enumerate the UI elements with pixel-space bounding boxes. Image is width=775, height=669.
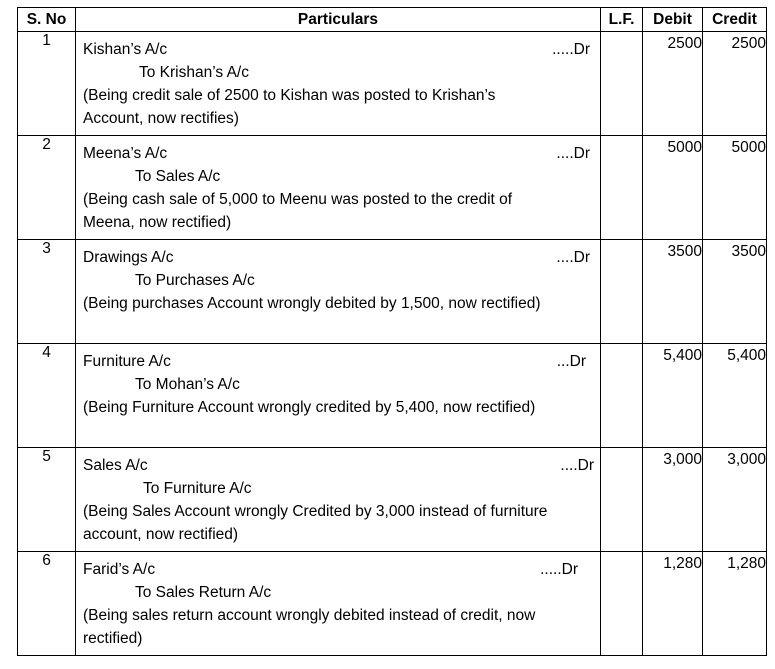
entry-lf: [601, 344, 643, 448]
credit-account: To Purchases A/c: [135, 272, 255, 289]
header-debit: Debit: [643, 8, 703, 32]
credit-account: To Sales A/c: [135, 168, 221, 185]
journal-entry-row: [18, 32, 767, 136]
header-sno: S. No: [18, 8, 76, 32]
journal-entry-row: [18, 344, 767, 448]
narration: (Being Furniture Account wrongly credited by 5,400, now rectified): [83, 399, 536, 416]
credit-account: To Krishan’s A/c: [139, 64, 249, 81]
rectification-journal-table: [17, 7, 767, 656]
credit-account: To Furniture A/c: [143, 480, 252, 497]
entry-sno: 2: [18, 136, 76, 240]
journal-entry-row: [18, 136, 767, 240]
header-particulars: Particulars: [76, 8, 601, 32]
entry-particulars: [76, 136, 601, 240]
debit-account: Farid’s A/c: [83, 561, 156, 578]
journal-entry-row: [18, 240, 767, 344]
entry-sno: 1: [18, 32, 76, 136]
entry-credit: 3,000: [703, 448, 767, 552]
entry-credit: 1,280: [703, 552, 767, 656]
debit-account: Drawings A/c: [83, 249, 174, 266]
entry-particulars: [76, 552, 601, 656]
entry-debit: 5000: [643, 136, 703, 240]
entry-sno: 4: [18, 344, 76, 448]
entry-credit: 5000: [703, 136, 767, 240]
entry-particulars: [76, 344, 601, 448]
entry-debit: 3,000: [643, 448, 703, 552]
entry-credit: 2500: [703, 32, 767, 136]
journal-entry-row: [18, 448, 767, 552]
dr-mark: ....Dr: [560, 457, 594, 474]
narration: (Being Sales Account wrongly Credited by 3,000 instead of furniture account, now rectified): [83, 503, 548, 543]
dr-mark: ...Dr: [556, 353, 586, 370]
dr-mark: ....Dr: [556, 145, 590, 162]
entry-sno: 3: [18, 240, 76, 344]
credit-account: To Sales Return A/c: [135, 584, 272, 601]
dr-mark: ....Dr: [556, 249, 590, 266]
debit-account: Meena’s A/c: [83, 145, 168, 162]
entry-sno: 6: [18, 552, 76, 656]
entry-debit: 3500: [643, 240, 703, 344]
entry-debit: 5,400: [643, 344, 703, 448]
narration: (Being cash sale of 5,000 to Meenu was posted to the credit of Meena, now rectified): [83, 191, 513, 231]
entry-particulars: [76, 32, 601, 136]
narration: (Being sales return account wrongly debited instead of credit, now rectified): [83, 607, 536, 647]
dr-mark: .....Dr: [540, 561, 578, 578]
entry-lf: [601, 240, 643, 344]
entry-debit: 2500: [643, 32, 703, 136]
entry-lf: [601, 448, 643, 552]
entry-debit: 1,280: [643, 552, 703, 656]
header-credit: Credit: [703, 8, 767, 32]
entry-credit: 5,400: [703, 344, 767, 448]
debit-account: Kishan’s A/c: [83, 41, 168, 58]
credit-account: To Mohan’s A/c: [135, 376, 240, 393]
header-row: [18, 8, 767, 32]
debit-account: Furniture A/c: [83, 353, 171, 370]
debit-account: Sales A/c: [83, 457, 148, 474]
entry-lf: [601, 136, 643, 240]
entry-sno: 5: [18, 448, 76, 552]
entry-particulars: [76, 240, 601, 344]
entry-credit: 3500: [703, 240, 767, 344]
journal-entry-row: [18, 552, 767, 656]
narration: (Being credit sale of 2500 to Kishan was posted to Krishan’s Account, now rectifies): [83, 87, 496, 127]
header-lf: L.F.: [601, 8, 643, 32]
narration: (Being purchases Account wrongly debited by 1,500, now rectified): [83, 295, 541, 312]
entry-particulars: [76, 448, 601, 552]
entry-lf: [601, 32, 643, 136]
entry-lf: [601, 552, 643, 656]
dr-mark: .....Dr: [552, 41, 590, 58]
